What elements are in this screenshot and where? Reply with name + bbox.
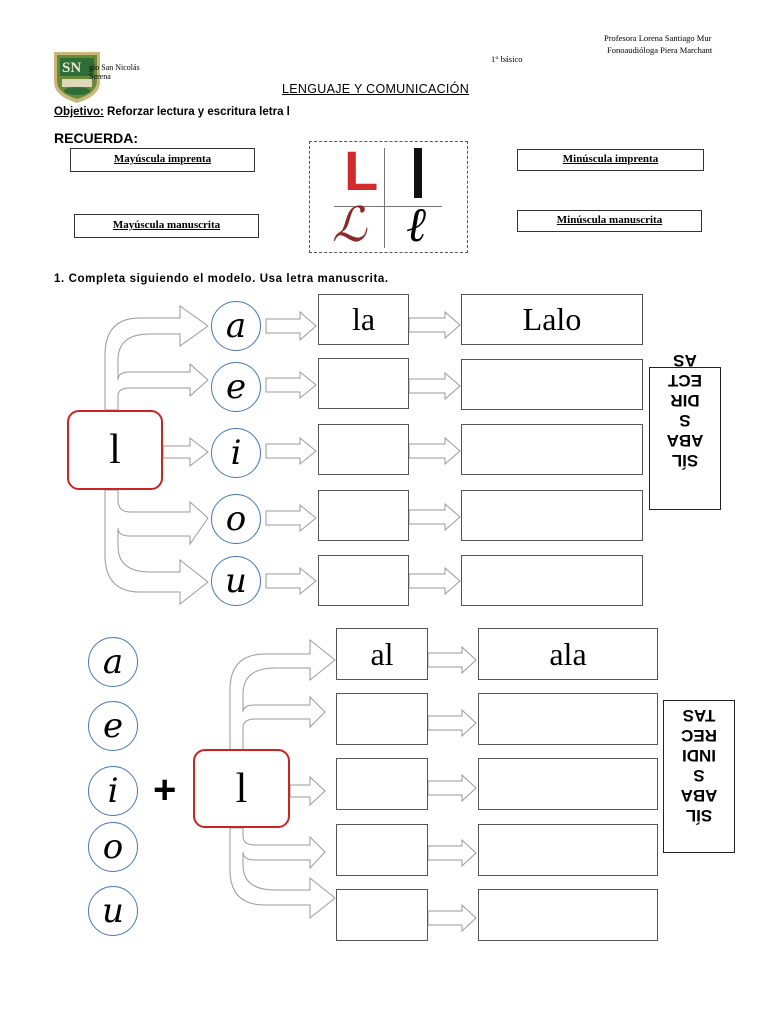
exercise2-word-1[interactable]: ala — [478, 628, 658, 680]
exercise1-word-5[interactable] — [461, 555, 643, 606]
exercise2-word-3[interactable] — [478, 758, 658, 810]
exercise2-word-4[interactable] — [478, 824, 658, 876]
exercise2-syllable-4[interactable] — [336, 824, 428, 876]
exercise2-vowel-e: e — [88, 701, 138, 751]
side-label-line: TAS — [682, 706, 716, 725]
exercise2-vowel-a: a — [88, 637, 138, 687]
exercise1-side-label — [649, 351, 721, 510]
exercise2-syllable-5[interactable] — [336, 889, 428, 941]
exercise2-word-5[interactable] — [478, 889, 658, 941]
exercise2-word-2[interactable] — [478, 693, 658, 745]
side-label-line: S — [679, 411, 691, 430]
side-label-line: SÍL — [685, 806, 713, 825]
exercise1-syllable-1[interactable]: la — [318, 294, 409, 345]
label-mayuscula-imprenta: Mayúscula imprenta — [70, 148, 255, 172]
exercise1-syllable-2[interactable] — [318, 358, 409, 409]
exercise1-syllable-4[interactable] — [318, 490, 409, 541]
page-title: LENGUAJE Y COMUNICACIÓN — [282, 82, 470, 96]
exercise1-word-1[interactable]: Lalo — [461, 294, 643, 345]
upper-print-letter: L — [344, 139, 379, 202]
exercise2-syllable-2[interactable] — [336, 693, 428, 745]
exercise2-syllable-3[interactable] — [336, 758, 428, 810]
exercise2-syllable-1[interactable]: al — [336, 628, 428, 680]
exercise1-vowel-a: a — [211, 301, 261, 351]
exercise2-vowel-o: o — [88, 822, 138, 872]
exercise1-word-3[interactable] — [461, 424, 643, 475]
objective-label: Objetivo: — [54, 106, 104, 118]
exercise1-word-2[interactable] — [461, 359, 643, 410]
exercise1-vowel-u: u — [211, 556, 261, 606]
exercise1-instruction: 1. Completa siguiendo el modelo. Usa letra manuscrita. — [54, 273, 389, 285]
exercise2-vowel-u: u — [88, 886, 138, 936]
exercise1-vowel-e: e — [211, 362, 261, 412]
side-label-line: AS — [673, 351, 697, 370]
upper-cursive-letter: ℒ — [332, 199, 367, 252]
exercise2-consonant-box: l — [193, 749, 290, 828]
label-mayuscula-manuscrita: Mayúscula manuscrita — [74, 214, 259, 238]
side-label-line: ABA — [666, 431, 704, 450]
label-minuscula-manuscrita: Minúscula manuscrita — [517, 210, 702, 232]
side-label-line: DIR — [670, 391, 700, 410]
recuerda-heading: RECUERDA: — [54, 130, 138, 146]
lower-cursive-letter: ℓ — [406, 199, 426, 252]
exercise1-word-4[interactable] — [461, 490, 643, 541]
side-label-line: REC — [681, 726, 717, 745]
side-label-line: S — [693, 766, 705, 785]
exercise1-consonant-box: l — [67, 410, 163, 490]
teacher-name: Profesora Lorena Santiago Mur — [604, 33, 712, 43]
school-name-line1: gio San Nicolás — [89, 63, 140, 72]
specialist-name: Fonoaudióloga Piera Marchant — [607, 45, 713, 55]
grade-label: 1° básico — [491, 54, 523, 64]
exercise1-vowel-o: o — [211, 494, 261, 544]
exercise2-side-label — [663, 700, 735, 853]
exercise1-syllable-5[interactable] — [318, 555, 409, 606]
exercise1-syllable-3[interactable] — [318, 424, 409, 475]
exercise2-vowel-i: i — [88, 766, 138, 816]
objective-text: Reforzar lectura y escritura letra l — [107, 106, 290, 118]
exercise1-vowel-i: i — [211, 428, 261, 478]
svg-text:SN: SN — [62, 60, 82, 76]
side-label-line: SÍL — [671, 451, 699, 470]
plus-icon: + — [153, 768, 177, 812]
side-label-line: INDI — [682, 746, 716, 765]
side-label-line: ABA — [680, 786, 718, 805]
label-minuscula-imprenta: Minúscula imprenta — [517, 149, 704, 171]
school-name-line2: Serena — [89, 72, 111, 81]
side-label-line: ECT — [668, 371, 702, 390]
